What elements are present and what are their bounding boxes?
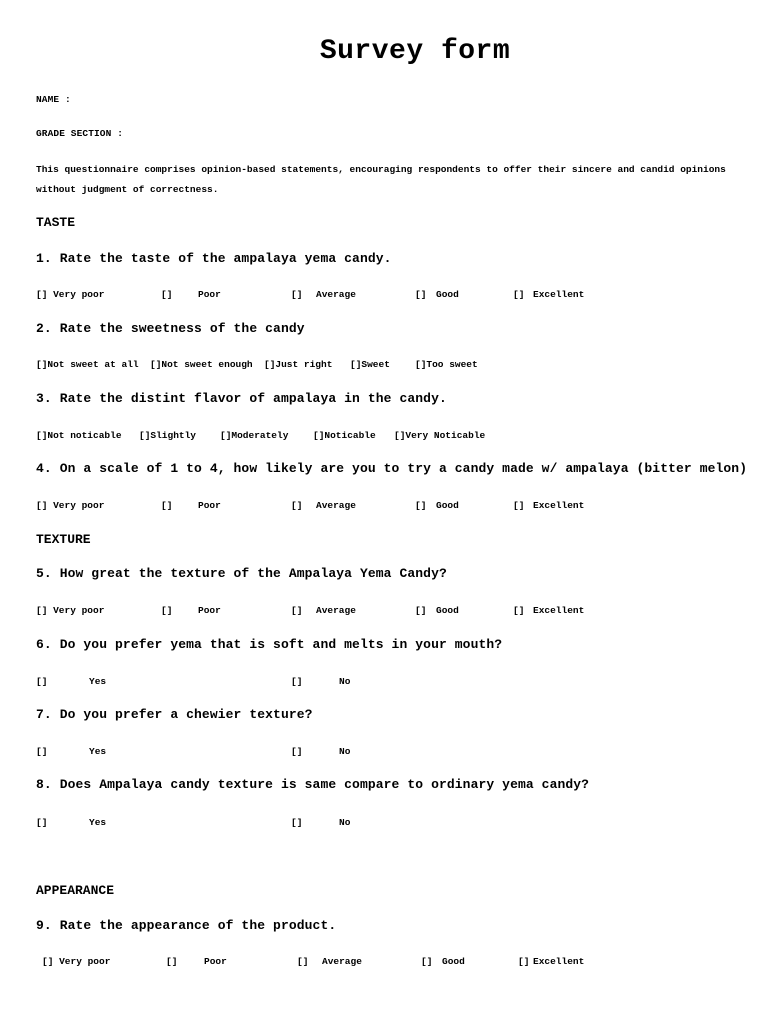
option-checkbox[interactable]: [] [297,956,309,967]
option-very-poor[interactable]: [] Very poor [36,289,105,300]
option-checkbox[interactable]: [] [415,605,427,616]
option-not-sweet-enough[interactable]: []Not sweet enough [150,359,253,370]
option-checkbox[interactable]: [] [166,956,178,967]
option-not-noticable[interactable]: []Not noticable [36,430,122,441]
option-not-sweet-at-all[interactable]: []Not sweet at all [36,359,139,370]
question-7: 7. Do you prefer a chewier texture? [36,707,313,722]
question-2: 2. Rate the sweetness of the candy [36,321,305,336]
option-yes-checkbox[interactable]: [] [36,676,48,687]
option-no-checkbox[interactable]: [] [291,676,303,687]
option-checkbox[interactable]: [] [513,605,525,616]
option-no: No [339,746,351,757]
option-yes-checkbox[interactable]: [] [36,746,48,757]
option-moderately[interactable]: []Moderately [220,430,289,441]
question-3: 3. Rate the distint flavor of ampalaya in the candy. [36,391,447,406]
option-no: No [339,817,351,828]
option-checkbox[interactable]: [] [518,956,530,967]
option-good: Good [442,956,465,967]
question-6: 6. Do you prefer yema that is soft and melts in your mouth? [36,637,503,652]
option-average: Average [322,956,362,967]
option-checkbox[interactable]: [] [513,289,525,300]
option-excellent: Excellent [533,605,585,616]
option-checkbox[interactable]: [] [161,605,173,616]
option-yes: Yes [89,676,107,687]
option-yes: Yes [89,746,107,757]
option-too-sweet[interactable]: []Too sweet [415,359,478,370]
intro-paragraph: This questionnaire comprises opinion-based statements, encouraging respondents to offer their sincere and candid opinions without judgment of correctness. [36,164,726,195]
question-1: 1. Rate the taste of the ampalaya yema candy. [36,251,392,266]
option-average: Average [316,289,356,300]
option-very-poor[interactable]: [] Very poor [36,605,105,616]
option-very-poor[interactable]: [] Very poor [36,500,105,511]
option-average: Average [316,605,356,616]
question-8: 8. Does Ampalaya candy texture is same compare to ordinary yema candy? [36,777,590,792]
option-poor: Poor [204,956,227,967]
option-good: Good [436,605,459,616]
option-good: Good [436,500,459,511]
page-title: Survey form [319,36,511,67]
option-checkbox[interactable]: [] [161,289,173,300]
option-checkbox[interactable]: [] [513,500,525,511]
option-no-checkbox[interactable]: [] [291,746,303,757]
grade-section-label: GRADE SECTION : [36,128,124,139]
question-4: 4. On a scale of 1 to 4, how likely are you to try a candy made w/ ampalaya (bitter melon) [36,461,748,476]
name-label: NAME : [36,94,71,105]
option-no: No [339,676,351,687]
option-checkbox[interactable]: [] [291,605,303,616]
option-checkbox[interactable]: [] [415,500,427,511]
option-excellent: Excellent [533,289,585,300]
section-texture-heading: TEXTURE [36,532,91,547]
option-average: Average [316,500,356,511]
option-checkbox[interactable]: [] [291,500,303,511]
option-just-right[interactable]: []Just right [264,359,333,370]
option-slightly[interactable]: []Slightly [139,430,197,441]
option-yes-checkbox[interactable]: [] [36,817,48,828]
option-good: Good [436,289,459,300]
option-poor: Poor [198,289,221,300]
option-poor: Poor [198,605,221,616]
question-9: 9. Rate the appearance of the product. [36,918,337,933]
option-no-checkbox[interactable]: [] [291,817,303,828]
option-checkbox[interactable]: [] [161,500,173,511]
option-excellent: Excellent [533,500,585,511]
option-excellent: Excellent [533,956,585,967]
option-very-poor[interactable]: [] Very poor [42,956,111,967]
option-sweet[interactable]: []Sweet [350,359,390,370]
option-poor: Poor [198,500,221,511]
option-noticable[interactable]: []Noticable [313,430,376,441]
section-taste-heading: TASTE [36,215,76,230]
section-appearance-heading: APPEARANCE [36,883,115,898]
option-yes: Yes [89,817,107,828]
question-5: 5. How great the texture of the Ampalaya Yema Candy? [36,566,447,581]
option-checkbox[interactable]: [] [291,289,303,300]
option-checkbox[interactable]: [] [415,289,427,300]
option-very-noticable[interactable]: []Very Noticable [394,430,486,441]
option-checkbox[interactable]: [] [421,956,433,967]
